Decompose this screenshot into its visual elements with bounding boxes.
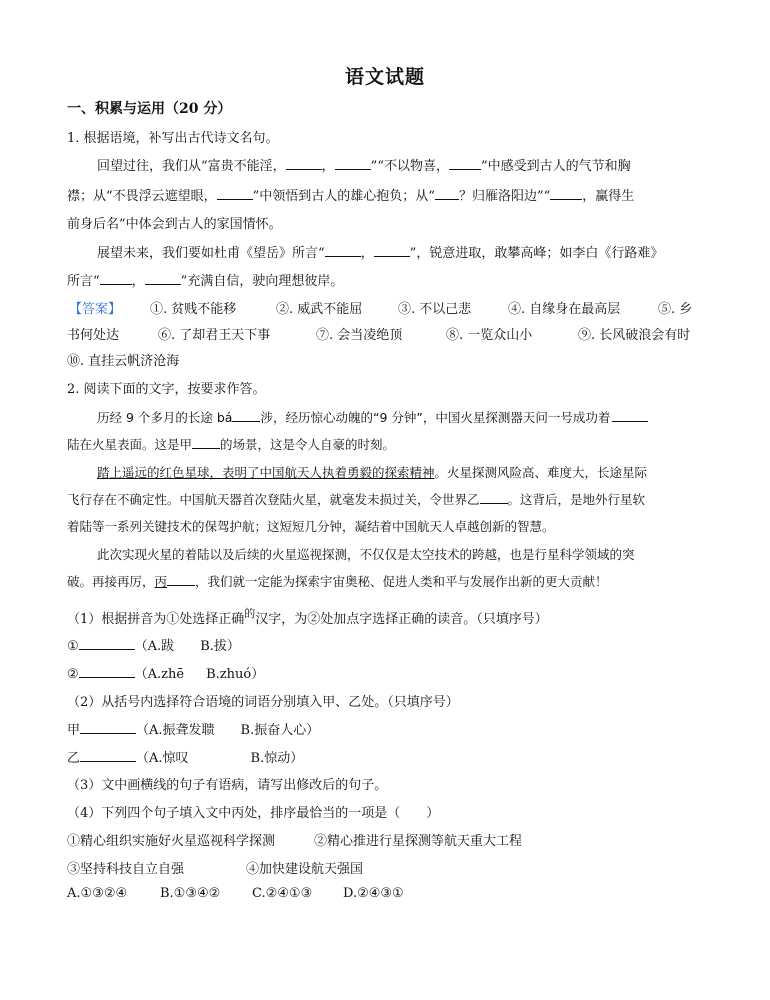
answer-blank[interactable]: [80, 721, 136, 734]
text: 的场景，这是令人自豪的时刻。: [220, 437, 396, 452]
text: B.惊动）: [250, 751, 304, 766]
text: （A.zhē: [134, 667, 185, 682]
text: ”“不以物喜，: [370, 159, 449, 174]
answer-blank[interactable]: [79, 665, 135, 678]
text: ”中领悟到古人的雄心抱负；从“: [252, 189, 435, 204]
blank: [325, 244, 361, 257]
blank: [167, 573, 195, 586]
q1-para1-line3: 前身后名”中体会到古人的家国情怀。: [67, 217, 282, 232]
text: ，: [131, 274, 145, 289]
section-heading: 一、积累与运用（20 分）: [67, 101, 232, 117]
sub1-option-row-1: [67, 635, 240, 654]
text: ，: [360, 246, 374, 261]
sub2-option-row-2: [67, 747, 303, 766]
answer-item: ④. 自缘身在最高层: [508, 302, 621, 317]
blank: [145, 272, 181, 285]
answer-item: ①. 贫贱不能移: [150, 302, 237, 317]
text: ？归雁洛阳边”“: [458, 189, 551, 204]
answer-item: ⑩. 直挂云帆济沧海: [67, 354, 180, 369]
q1-para1-line2: [67, 185, 634, 204]
text: 襟；从“不畏浮云遮望眼，: [67, 189, 217, 204]
text: （A.振聋发聩: [136, 723, 215, 738]
passage-line-7: [67, 572, 608, 590]
text: ，我们就一定能为探索宇宙奥秘、促进人类和平与发展作出新的更大贡献！: [195, 574, 608, 589]
text: 陆在火星表面。这是甲: [67, 437, 193, 452]
text: 的: [244, 607, 256, 620]
text: 展望未来，我们要如杜甫《望岳》所言“: [97, 246, 325, 261]
sentence-option: ①精心组织实施好火星巡视科学探测: [67, 834, 276, 849]
answer-tag: 【答案】: [69, 302, 122, 317]
answer-item: ⑦. 会当凌绝顶: [316, 328, 403, 343]
text: ，: [321, 159, 335, 174]
blank: [480, 491, 508, 504]
page-title: 语文试题: [344, 66, 425, 88]
sub-question-1: [67, 605, 548, 627]
text: ，赢得生: [582, 189, 635, 204]
q1-para2-line1: [97, 242, 663, 261]
blank: [335, 157, 371, 170]
blank: [449, 157, 481, 170]
text: 回望过往，我们从“富贵不能淫，: [97, 159, 286, 174]
answer-item: ⑧. 一览众山小: [446, 328, 533, 343]
text: ”充满自信，驶向理想彼岸。: [180, 274, 344, 289]
sub-question-4: （4）下列四个句子填入文中丙处，排序最恰当的一项是（ ）: [67, 806, 440, 821]
text: 丙: [154, 574, 168, 589]
choice-option-d[interactable]: D.②④③①: [343, 886, 404, 901]
blank: [232, 409, 260, 422]
blank: [286, 157, 322, 170]
text: 历经 9 个多月的长途 bá: [97, 410, 233, 425]
passage-line-6: 此次实现火星的着陆以及后续的火星巡视探测，不仅仅是太空技术的跨越，也是行星科学领域的突: [97, 547, 635, 562]
question-1-stem: 1. 根据语境，补写出古代诗文名句。: [67, 131, 279, 146]
passage-line-2: [67, 435, 395, 453]
text: ”，锐意进取，敢攀高峰；如李白《行路难》: [409, 246, 664, 261]
answer-blank[interactable]: [79, 637, 135, 650]
q1-para1-line1: [97, 155, 631, 174]
sentence-option: ②精心推进行星探测等航天重大工程: [314, 834, 523, 849]
sub1-option-row-2: [67, 663, 264, 682]
text: ②: [67, 667, 79, 682]
sentence-option: ③坚持科技自立自强: [67, 862, 185, 877]
blank: [374, 244, 410, 257]
answer-item: ③. 不以己悲: [398, 302, 472, 317]
passage-line-4: [67, 490, 645, 508]
choice-option-a[interactable]: A.①③②④: [67, 886, 128, 901]
blank: [435, 187, 459, 200]
sentence-option: ④加快建设航天强国: [246, 862, 364, 877]
text: （A.惊叹: [136, 751, 189, 766]
blank: [192, 436, 220, 449]
text: （A.跋: [134, 639, 175, 654]
answer-item: ⑤. 乡: [658, 302, 693, 317]
choice-option-b[interactable]: B.①③④②: [160, 886, 221, 901]
sub2-option-row-1: [67, 719, 319, 738]
text: B.拔）: [200, 639, 240, 654]
passage-line-3: [97, 463, 647, 481]
choice-option-c[interactable]: C.②④①③: [252, 886, 313, 901]
text: （1）根据拼音为①处选择正确: [67, 612, 245, 627]
answer-item: ⑥. 了却君王天下事: [158, 328, 271, 343]
answer-item: ②. 威武不能屈: [276, 302, 363, 317]
passage-line-5: 着陆等一系列关键技术的保驾护航；这短短几分钟，凝结着中国航天人卓越创新的智慧。: [67, 519, 555, 534]
underlined-sentence: 踏上遥远的红色星球，表明了中国航天人执着勇毅的探索精神: [97, 465, 435, 480]
question-2-stem: 2. 阅读下面的文字，按要求作答。: [67, 382, 266, 397]
text: 甲: [67, 723, 81, 738]
text: 乙: [67, 751, 81, 766]
text: ①: [67, 639, 79, 654]
text: 破。再接再厉，: [67, 574, 155, 589]
text: 汉字，为②处加点字选择正确的读音。（只填序号）: [255, 612, 548, 627]
answer-blank[interactable]: [80, 749, 136, 762]
text: B.zhuó）: [206, 667, 265, 682]
passage-line-1: [97, 408, 648, 426]
blank: [217, 187, 253, 200]
text: 。这背后，是地外行星软: [507, 492, 646, 507]
answer-item: 书何处达: [67, 328, 120, 343]
blank: [612, 409, 648, 422]
sub-question-3: （3）文中画横线的句子有语病，请写出修改后的句子。: [67, 778, 388, 793]
answer-item: ⑨. 长风破浪会有时: [578, 328, 691, 343]
blank: [100, 272, 132, 285]
text: 所言“: [67, 274, 100, 289]
text: ”中感受到古人的气节和胸: [480, 159, 631, 174]
text: 飞行存在不确定性。中国航天器首次登陆火星，就毫发未损过关，令世界乙: [67, 492, 480, 507]
blank: [550, 187, 582, 200]
text: 。火星探测风险高、难度大，长途星际: [434, 465, 648, 480]
sub-question-2: （2）从括号内选择符合语境的词语分别填入甲、乙处。（只填序号）: [67, 695, 459, 710]
text: B.振奋人心）: [240, 723, 320, 738]
text: 涉，经历惊心动魄的“9 分钟”，中国火星探测器天问一号成功着: [260, 410, 611, 425]
q1-para2-line2: [67, 270, 343, 289]
